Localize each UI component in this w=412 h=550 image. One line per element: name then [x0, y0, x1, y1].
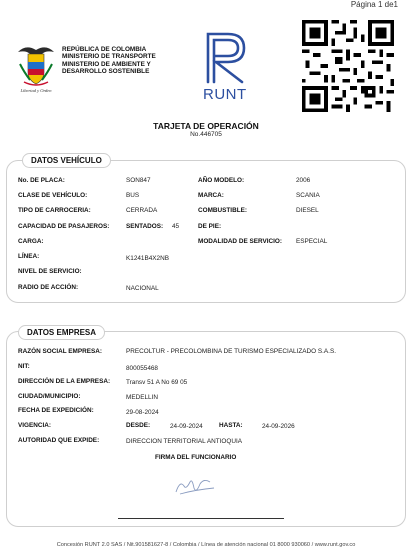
action-radius-label: RADIO DE ACCIÓN:: [18, 284, 79, 291]
brand-value: SCANIA: [296, 192, 320, 199]
validity-from-label: DESDE:: [126, 422, 151, 429]
validity-to-value: 24-09-2026: [262, 423, 295, 430]
seated-label: SENTADOS:: [126, 223, 164, 230]
service-mode-label: MODALIDAD DE SERVICIO:: [198, 238, 283, 245]
company-name-label: RAZÓN SOCIAL EMPRESA:: [18, 348, 103, 355]
passenger-capacity-label: CAPACIDAD DE PASAJEROS:: [18, 223, 110, 230]
footer-text: Concesión RUNT 2.0 SAS / Nit.901581627-8 / Colombia / Línea de atención nacional 01 8000 930060 / www.runt.gov.co: [56, 542, 356, 548]
fuel-value: DIESEL: [296, 207, 319, 214]
validity-from-value: 24-09-2024: [170, 423, 203, 430]
qr-code-icon: [302, 20, 394, 112]
model-year-value: 2006: [296, 177, 311, 184]
issuing-authority-value: DIRECCION TERRITORIAL ANTIOQUIA: [126, 438, 242, 445]
line-label: LÍNEA:: [18, 253, 40, 260]
plate-label: No. DE PLACA:: [18, 177, 65, 184]
plate-value: SON847: [126, 177, 151, 184]
line-value: K1241B4X2NB: [126, 255, 169, 262]
signature-line: [118, 518, 284, 519]
seated-value: 45: [172, 223, 180, 230]
company-address-value: Transv 51 A No 69 05: [126, 379, 188, 386]
cargo-label: CARGA:: [18, 238, 44, 245]
validity-label: VIGENCIA:: [18, 422, 52, 429]
action-radius-value: NACIONAL: [126, 285, 159, 292]
service-level-label: NIVEL DE SERVICIO:: [18, 268, 82, 275]
company-section-title: DATOS EMPRESA: [18, 325, 105, 340]
ministry-block: [62, 46, 156, 76]
brand-label: MARCA:: [198, 192, 224, 199]
runt-logo-word: RUNT: [203, 86, 247, 103]
colombia-coat-of-arms-icon: [16, 42, 56, 88]
validity-to-label: HASTA:: [219, 422, 243, 429]
vehicle-class-label: CLASE DE VEHÍCULO:: [18, 192, 88, 199]
vehicle-section-title: DATOS VEHÍCULO: [22, 153, 111, 168]
crest-caption: Libertad y Orden: [20, 88, 52, 93]
signature-title: FIRMA DEL FUNCIONARIO: [155, 454, 237, 461]
company-name-value: PRECOLTUR - PRECOLOMBINA DE TURISMO ESPECIALIZADO S.A.S.: [126, 348, 336, 355]
city-value: MEDELLIN: [126, 394, 158, 401]
issue-date-value: 29-08-2024: [126, 409, 159, 416]
company-address-label: DIRECCIÓN DE LA EMPRESA:: [18, 378, 111, 385]
fuel-label: COMBUSTIBLE:: [198, 207, 247, 214]
service-mode-value: ESPECIAL: [296, 238, 328, 245]
ministry-line: MINISTERIO DE AMBIENTE Y: [62, 60, 151, 68]
vehicle-class-value: BUS: [126, 192, 140, 199]
city-label: CIUDAD/MUNICIPIO:: [18, 393, 81, 400]
ministry-line: REPÚBLICA DE COLOMBIA: [62, 46, 147, 53]
body-type-label: TIPO DE CARROCERIA:: [18, 207, 91, 214]
nit-label: NIT:: [18, 363, 30, 370]
page-number: Página 1 de1: [350, 0, 398, 9]
ministry-line: MINISTERIO DE TRANSPORTE: [62, 53, 156, 61]
ministry-line: DESARROLLO SOSTENIBLE: [62, 68, 150, 76]
document-title: TARJETA DE OPERACIÓN: [153, 121, 259, 131]
model-year-label: AÑO MODELO:: [198, 177, 245, 184]
issuing-authority-label: AUTORIDAD QUE EXPIDE:: [18, 437, 100, 444]
nit-value: 800055468: [126, 365, 158, 372]
signature-icon: [170, 474, 220, 498]
document-header: [0, 0, 412, 160]
body-type-value: CERRADA: [126, 207, 158, 214]
issue-date-label: FECHA DE EXPEDICIÓN:: [18, 407, 94, 414]
document-number: No.446705: [190, 131, 222, 138]
standing-label: DE PIE:: [198, 223, 222, 230]
